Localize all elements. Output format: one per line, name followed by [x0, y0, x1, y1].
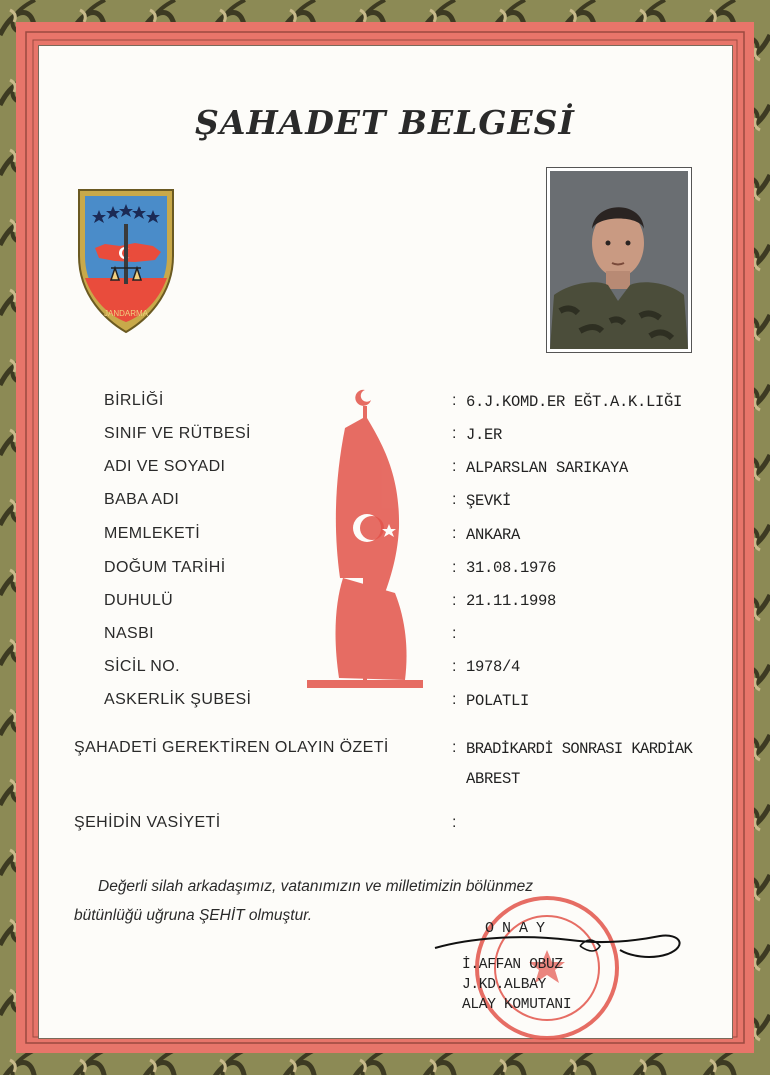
summary-value-line2: ABREST	[466, 770, 521, 788]
field-value-ad-soyad: ALPARSLAN SARIKAYA	[466, 459, 629, 477]
field-label-duhulu: DUHULÜ	[104, 592, 174, 609]
field-value-baba-adi: ŞEVKİ	[466, 492, 512, 510]
field-colon: :	[452, 691, 457, 708]
field-colon: :	[452, 525, 457, 542]
field-value-birligi: 6.J.KOMD.ER EĞT.A.K.LIĞI	[466, 393, 683, 411]
field-label-askerlik-subesi: ASKERLİK ŞUBESİ	[104, 691, 252, 708]
field-colon: :	[452, 625, 457, 642]
summary-value-line1: BRADİKARDİ SONRASI KARDİAK	[466, 740, 693, 758]
field-colon: :	[452, 491, 457, 508]
field-colon: :	[452, 559, 457, 576]
field-value-rutbe: J.ER	[466, 426, 503, 444]
approval-heading: ONAY	[485, 920, 554, 937]
field-colon: :	[452, 592, 457, 609]
field-label-sicil-no: SİCİL NO.	[104, 658, 180, 675]
field-value-askerlik-subesi: POLATLI	[466, 692, 530, 710]
flag-monument-stamp	[305, 388, 425, 696]
field-value-duhulu: 21.11.1998	[466, 592, 557, 610]
will-label: ŞEHİDİN VASİYETİ	[74, 814, 221, 831]
field-colon: :	[452, 814, 457, 831]
summary-label: ŞAHADETİ GEREKTİREN OLAYIN ÖZETİ	[74, 739, 389, 756]
approval-rank: J.KD.ALBAY	[462, 977, 547, 993]
soldier-photo	[546, 167, 692, 353]
field-colon: :	[452, 425, 457, 442]
field-colon: :	[452, 658, 457, 675]
field-label-nasbi: NASBI	[104, 625, 155, 642]
certificate-title: ŞAHADET BELGESİ	[195, 103, 575, 142]
field-label-rutbe: SINIF VE RÜTBESİ	[104, 425, 251, 442]
field-colon: :	[452, 739, 457, 756]
approval-name: İ.AFFAN OBUZ	[462, 957, 563, 973]
field-label-memleketi: MEMLEKETİ	[104, 525, 201, 542]
note-line1: Değerli silah arkadaşımız, vatanımızın ve milletimizin bölünmez	[98, 878, 534, 895]
field-label-baba-adi: BABA ADI	[104, 491, 180, 508]
jandarma-emblem-icon	[75, 186, 177, 336]
field-colon: :	[452, 458, 457, 475]
field-value-memleketi: ANKARA	[466, 526, 521, 544]
field-value-dogum-tarihi: 31.08.1976	[466, 559, 557, 577]
field-label-birligi: BİRLİĞİ	[104, 392, 164, 409]
field-colon: :	[452, 392, 457, 409]
note-line2: bütünlüğü uğruna ŞEHİT olmuştur.	[74, 907, 313, 924]
field-label-ad-soyad: ADI VE SOYADI	[104, 458, 226, 475]
emblem-text: JANDARMA	[103, 309, 149, 318]
field-value-sicil-no: 1978/4	[466, 658, 521, 676]
field-label-dogum-tarihi: DOĞUM TARİHİ	[104, 559, 226, 576]
approval-title: ALAY KOMUTANI	[462, 997, 572, 1013]
